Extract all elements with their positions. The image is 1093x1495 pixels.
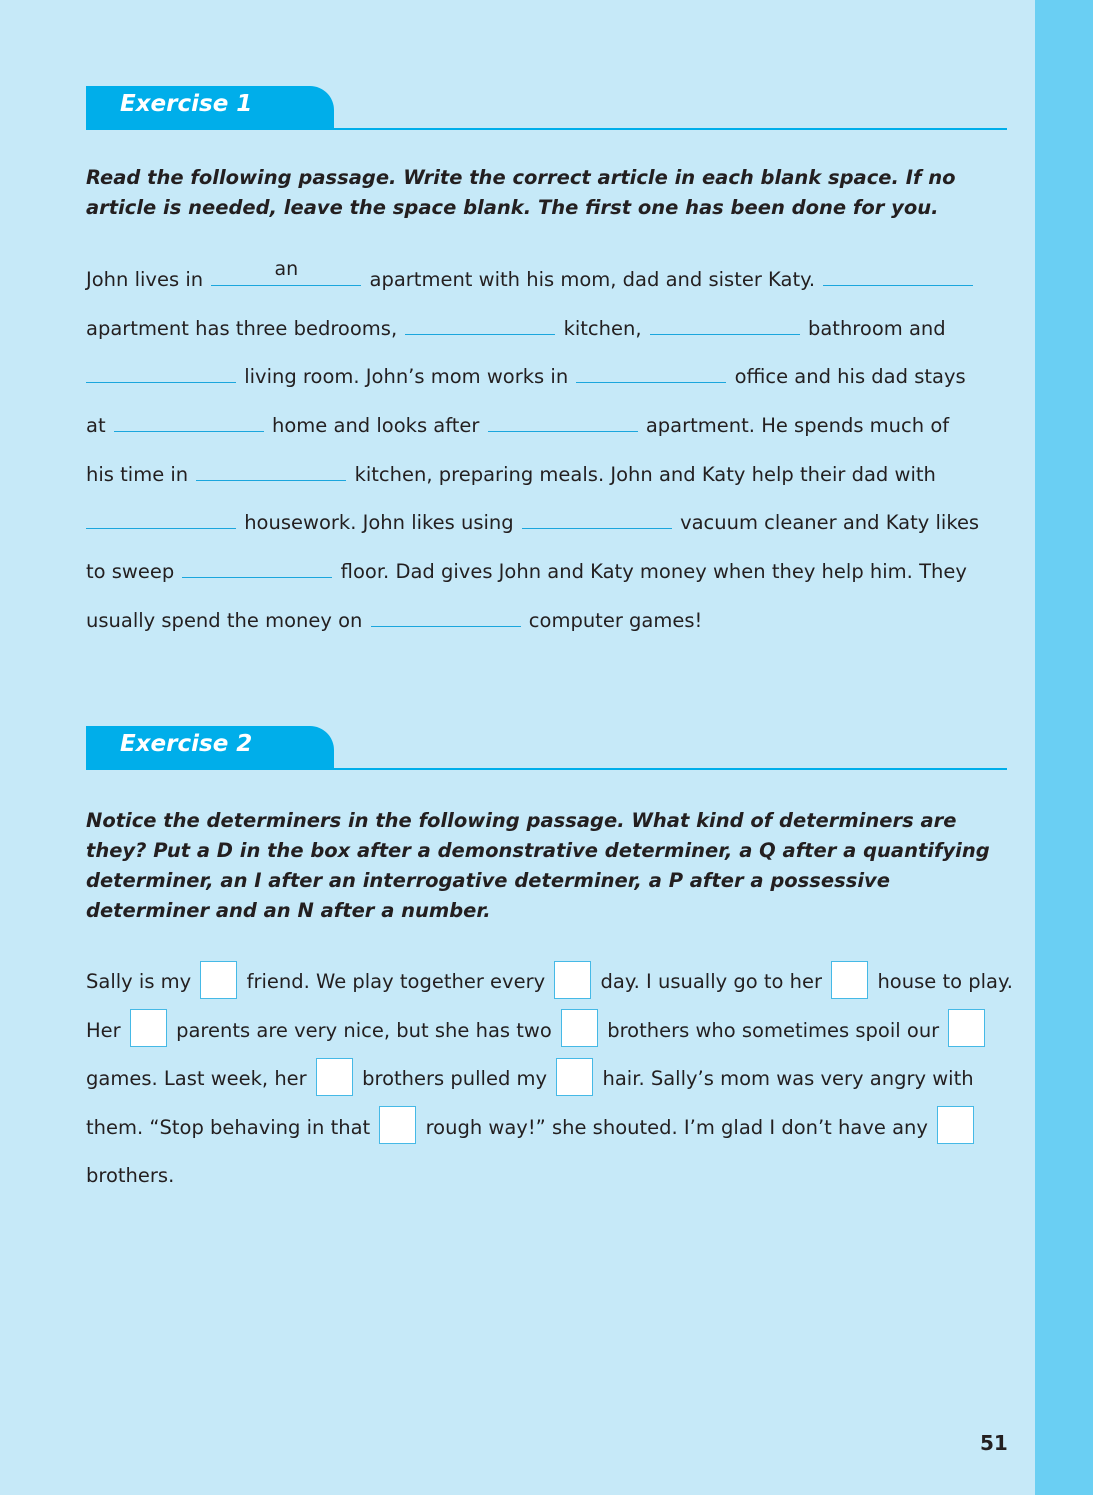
passage-line: his time in kitchen, preparing meals. John and Katy help their dad with bbox=[86, 453, 1021, 502]
passage-line: usually spend the money on computer games! bbox=[86, 599, 1021, 648]
passage-line: games. Last week, her brothers pulled my hair. Sally’s mom was very angry with bbox=[86, 1057, 1021, 1106]
passage-line: apartment has three bedrooms, kitchen, bathroom and bbox=[86, 307, 1021, 356]
exercise-2-title: Exercise 2 bbox=[120, 731, 253, 757]
passage-line: housework. John likes using vacuum cleaner and Katy likes bbox=[86, 501, 1021, 550]
answer-blank[interactable] bbox=[371, 602, 521, 627]
answer-blank[interactable] bbox=[576, 358, 726, 383]
keyword-i: I bbox=[254, 869, 262, 892]
answer-box[interactable] bbox=[554, 961, 591, 999]
answer-box[interactable] bbox=[379, 1106, 416, 1144]
example-answer: an bbox=[274, 258, 299, 280]
exercise-1-instructions: Read the following passage. Write the correct article in each blank space. If no article is needed, leave the space blank. The first one has been done for you. bbox=[86, 166, 956, 219]
answer-box[interactable] bbox=[948, 1009, 985, 1047]
keyword-article: article bbox=[597, 166, 668, 189]
keyword-determiners: determiners bbox=[206, 809, 342, 832]
answer-blank[interactable] bbox=[182, 553, 332, 578]
answer-box[interactable] bbox=[831, 961, 868, 999]
answer-blank[interactable] bbox=[86, 358, 236, 383]
passage-line: John lives in an apartment with his mom, dad and sister Katy. bbox=[86, 258, 1021, 307]
answer-blank[interactable] bbox=[405, 310, 555, 335]
exercise-1-rule bbox=[86, 128, 1007, 130]
keyword-d: D bbox=[216, 839, 233, 862]
keyword-q: Q bbox=[759, 839, 776, 862]
passage-line: them. “Stop behaving in that rough way!” she shouted. I’m glad I don’t have any bbox=[86, 1106, 1021, 1155]
keyword-n: N bbox=[297, 899, 314, 922]
page-number: 51 bbox=[980, 1431, 1008, 1455]
answer-blank[interactable] bbox=[196, 456, 346, 481]
passage-line: Her parents are very nice, but she has two brothers who sometimes spoil our bbox=[86, 1009, 1021, 1058]
answer-box[interactable] bbox=[200, 961, 237, 999]
answer-blank[interactable] bbox=[86, 504, 236, 529]
side-color-strip bbox=[1035, 0, 1093, 1495]
answer-blank[interactable] bbox=[211, 258, 361, 286]
passage-line: at home and looks after apartment. He spends much of bbox=[86, 404, 1021, 453]
exercise-1-passage bbox=[86, 258, 1021, 648]
answer-box[interactable] bbox=[130, 1009, 167, 1047]
exercise-1-title: Exercise 1 bbox=[120, 91, 253, 117]
passage-line: brothers. bbox=[86, 1164, 175, 1188]
passage-line: to sweep floor. Dad gives John and Katy money when they help him. They bbox=[86, 550, 1021, 599]
answer-box[interactable] bbox=[556, 1058, 593, 1096]
exercise-2-instructions: Notice the determiners in the following passage. What kind of determiners are they? Put a D in the box after a demonstrative determiner, a Q after a quantifying determiner, an I after an interrogative determiner, a P after a possessive determiner and an N after a number. bbox=[86, 809, 990, 922]
exercise-2-header bbox=[86, 726, 1007, 770]
exercise-1-header bbox=[86, 86, 1007, 130]
passage-line: Sally is my friend. We play together every day. I usually go to her house to play. bbox=[86, 960, 1021, 1009]
exercise-2-rule bbox=[86, 768, 1007, 770]
answer-blank[interactable] bbox=[114, 407, 264, 432]
answer-box[interactable] bbox=[561, 1009, 598, 1047]
answer-box[interactable] bbox=[316, 1058, 353, 1096]
answer-box[interactable] bbox=[937, 1106, 974, 1144]
keyword-p: P bbox=[668, 869, 683, 892]
answer-blank[interactable] bbox=[650, 310, 800, 335]
passage-line: living room. John’s mom works in office and his dad stays bbox=[86, 355, 1021, 404]
answer-blank[interactable] bbox=[488, 407, 638, 432]
answer-blank[interactable] bbox=[522, 504, 672, 529]
answer-blank[interactable] bbox=[823, 261, 973, 286]
exercise-2-passage bbox=[86, 960, 1021, 1203]
